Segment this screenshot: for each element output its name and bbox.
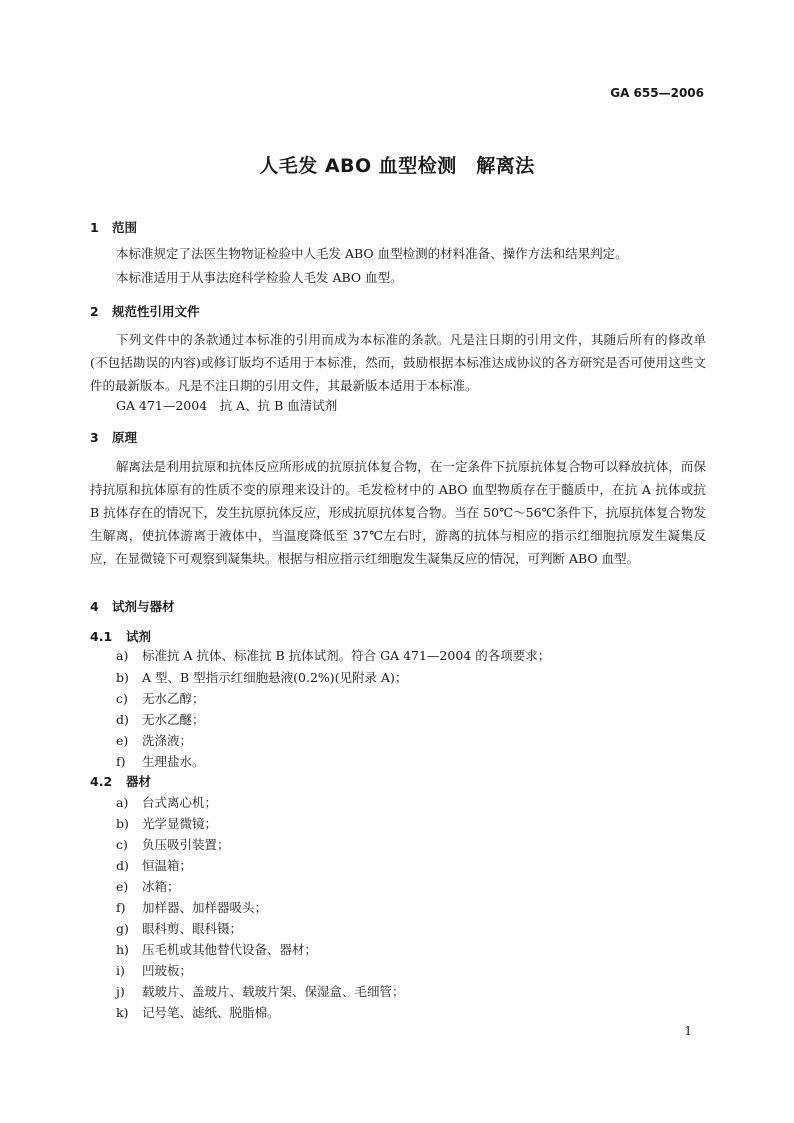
list-item <box>116 982 405 1000</box>
list-item-text: 记号笔、滤纸、脱脂棉。 <box>142 1005 280 1020</box>
list-item <box>116 919 242 937</box>
list-item-text: 无水乙醚； <box>142 712 205 727</box>
list-item-label: e) <box>116 879 129 894</box>
list-item-text: 凹玻板； <box>142 963 193 978</box>
subsection-number: 4.1 <box>90 629 113 644</box>
list-item-text: 载玻片、盖玻片、载玻片架、保湿盒、毛细管； <box>142 984 405 999</box>
subsection-title: 试剂 <box>126 629 152 644</box>
list-item <box>116 1003 280 1021</box>
list-item-text: 无水乙醇； <box>142 691 205 706</box>
list-item <box>116 793 217 811</box>
list-item-text: 光学显微镜； <box>142 816 218 831</box>
list-item-label: f) <box>116 900 126 915</box>
list-item-text: 洗涤液； <box>142 733 193 748</box>
list-item-label: f) <box>116 754 126 769</box>
list-item-label: b) <box>116 816 129 831</box>
list-item-label: d) <box>116 858 129 873</box>
subsection-title: 器材 <box>126 774 152 789</box>
list-item-text: 恒温箱； <box>142 858 193 873</box>
list-item <box>116 961 192 979</box>
list-item-text: 台式离心机； <box>142 795 218 810</box>
section-heading-3 <box>90 428 137 446</box>
section-heading-4 <box>90 597 175 615</box>
list-item <box>116 710 205 728</box>
subsection-heading-4-2 <box>90 772 151 790</box>
list-item-label: c) <box>116 691 128 706</box>
list-item <box>116 814 217 832</box>
section-title: 规范性引用文件 <box>112 304 200 319</box>
list-item <box>116 668 407 686</box>
section-number: 2 <box>90 304 99 319</box>
list-item-text: 生理盐水。 <box>142 754 205 769</box>
list-item-label: j) <box>116 984 125 999</box>
list-item-label: h) <box>116 942 129 957</box>
section-title: 原理 <box>112 430 138 445</box>
principle-paragraph: 解离法是利用抗原和抗体反应所形成的抗原抗体复合物，在一定条件下抗原抗体复合物可以释放抗体，而保持抗原和抗体原有的性质不变的原理来设计的。毛发检材中的 ABO 血型物质存在于髓质中，在抗 A 抗体或抗 B 抗体存在的情况下，发生抗原抗体反应，形成抗原抗体复合物。当在 50℃～56℃条件下，抗原抗体复合物发生解离，使抗体游离于液体中，当温度降低至 37℃左右时，游离的抗体与相应的指示红细胞抗原发生凝集反应，在显微镜下可观察到凝集块。根据与相应指示红细胞发生凝集反应的情况，可判断 ABO 血型。 <box>90 459 706 566</box>
list-item-label: d) <box>116 712 129 727</box>
list-item-label: a) <box>116 648 129 663</box>
list-item-label: g) <box>116 921 129 936</box>
list-item-text: A 型、B 型指示红细胞悬液(0.2%)(见附录 A)； <box>142 670 408 685</box>
list-item-text: 压毛机或其他替代设备、器材； <box>142 942 318 957</box>
section-number: 3 <box>90 430 99 445</box>
list-item-text: 加样器、加样器吸头； <box>142 900 268 915</box>
subsection-number: 4.2 <box>90 774 113 789</box>
page-title: 人毛发 ABO 血型检测 解离法 <box>259 155 535 177</box>
list-item-label: e) <box>116 733 129 748</box>
scope-paragraph-1: 本标准规定了法医生物物证检验中人毛发 ABO 血型检测的材料准备、操作方法和结果判定。 <box>116 246 628 261</box>
list-item-label: i) <box>116 963 125 978</box>
list-item-text: 冰箱； <box>142 879 180 894</box>
list-item-label: k) <box>116 1005 129 1020</box>
list-item <box>116 646 550 664</box>
standard-code: GA 655—2006 <box>610 86 704 100</box>
list-item <box>116 877 180 895</box>
list-item-text: 眼科剪、眼科镊； <box>142 921 243 936</box>
reference-item: GA 471—2004 抗 A、抗 B 血清试剂 <box>116 398 338 413</box>
subsection-heading-4-1 <box>90 627 151 645</box>
list-item-text: 标准抗 A 抗体、标准抗 B 抗体试剂。符合 GA 471—2004 的各项要求； <box>142 648 551 663</box>
section-number: 1 <box>90 220 99 235</box>
section-heading-2 <box>90 302 200 320</box>
list-item-label: c) <box>116 837 128 852</box>
list-item-label: a) <box>116 795 129 810</box>
page-number: 1 <box>684 1024 692 1038</box>
list-item <box>116 856 192 874</box>
list-item <box>116 752 205 770</box>
scope-paragraph-2: 本标准适用于从事法庭科学检验人毛发 ABO 血型。 <box>116 270 403 285</box>
list-item <box>116 835 230 853</box>
section-heading-1 <box>90 218 137 236</box>
list-item <box>116 898 267 916</box>
section-title: 试剂与器材 <box>112 599 175 614</box>
normative-references-paragraph: 下列文件中的条款通过本标准的引用而成为本标准的条款。凡是注日期的引用文件，其随后所有的修改单(不包括勘误的内容)或修订版均不适用于本标准，然而，鼓励根据本标准达成协议的各方研究是否可使用这些文件的最新版本。凡是不注日期的引用文件，其最新版本适用于本标准。 <box>90 332 706 393</box>
list-item-label: b) <box>116 670 129 685</box>
section-title: 范围 <box>112 220 138 235</box>
list-item <box>116 731 192 749</box>
list-item <box>116 940 317 958</box>
list-item <box>116 689 205 707</box>
list-item-text: 负压吸引装置； <box>142 837 230 852</box>
section-number: 4 <box>90 599 99 614</box>
